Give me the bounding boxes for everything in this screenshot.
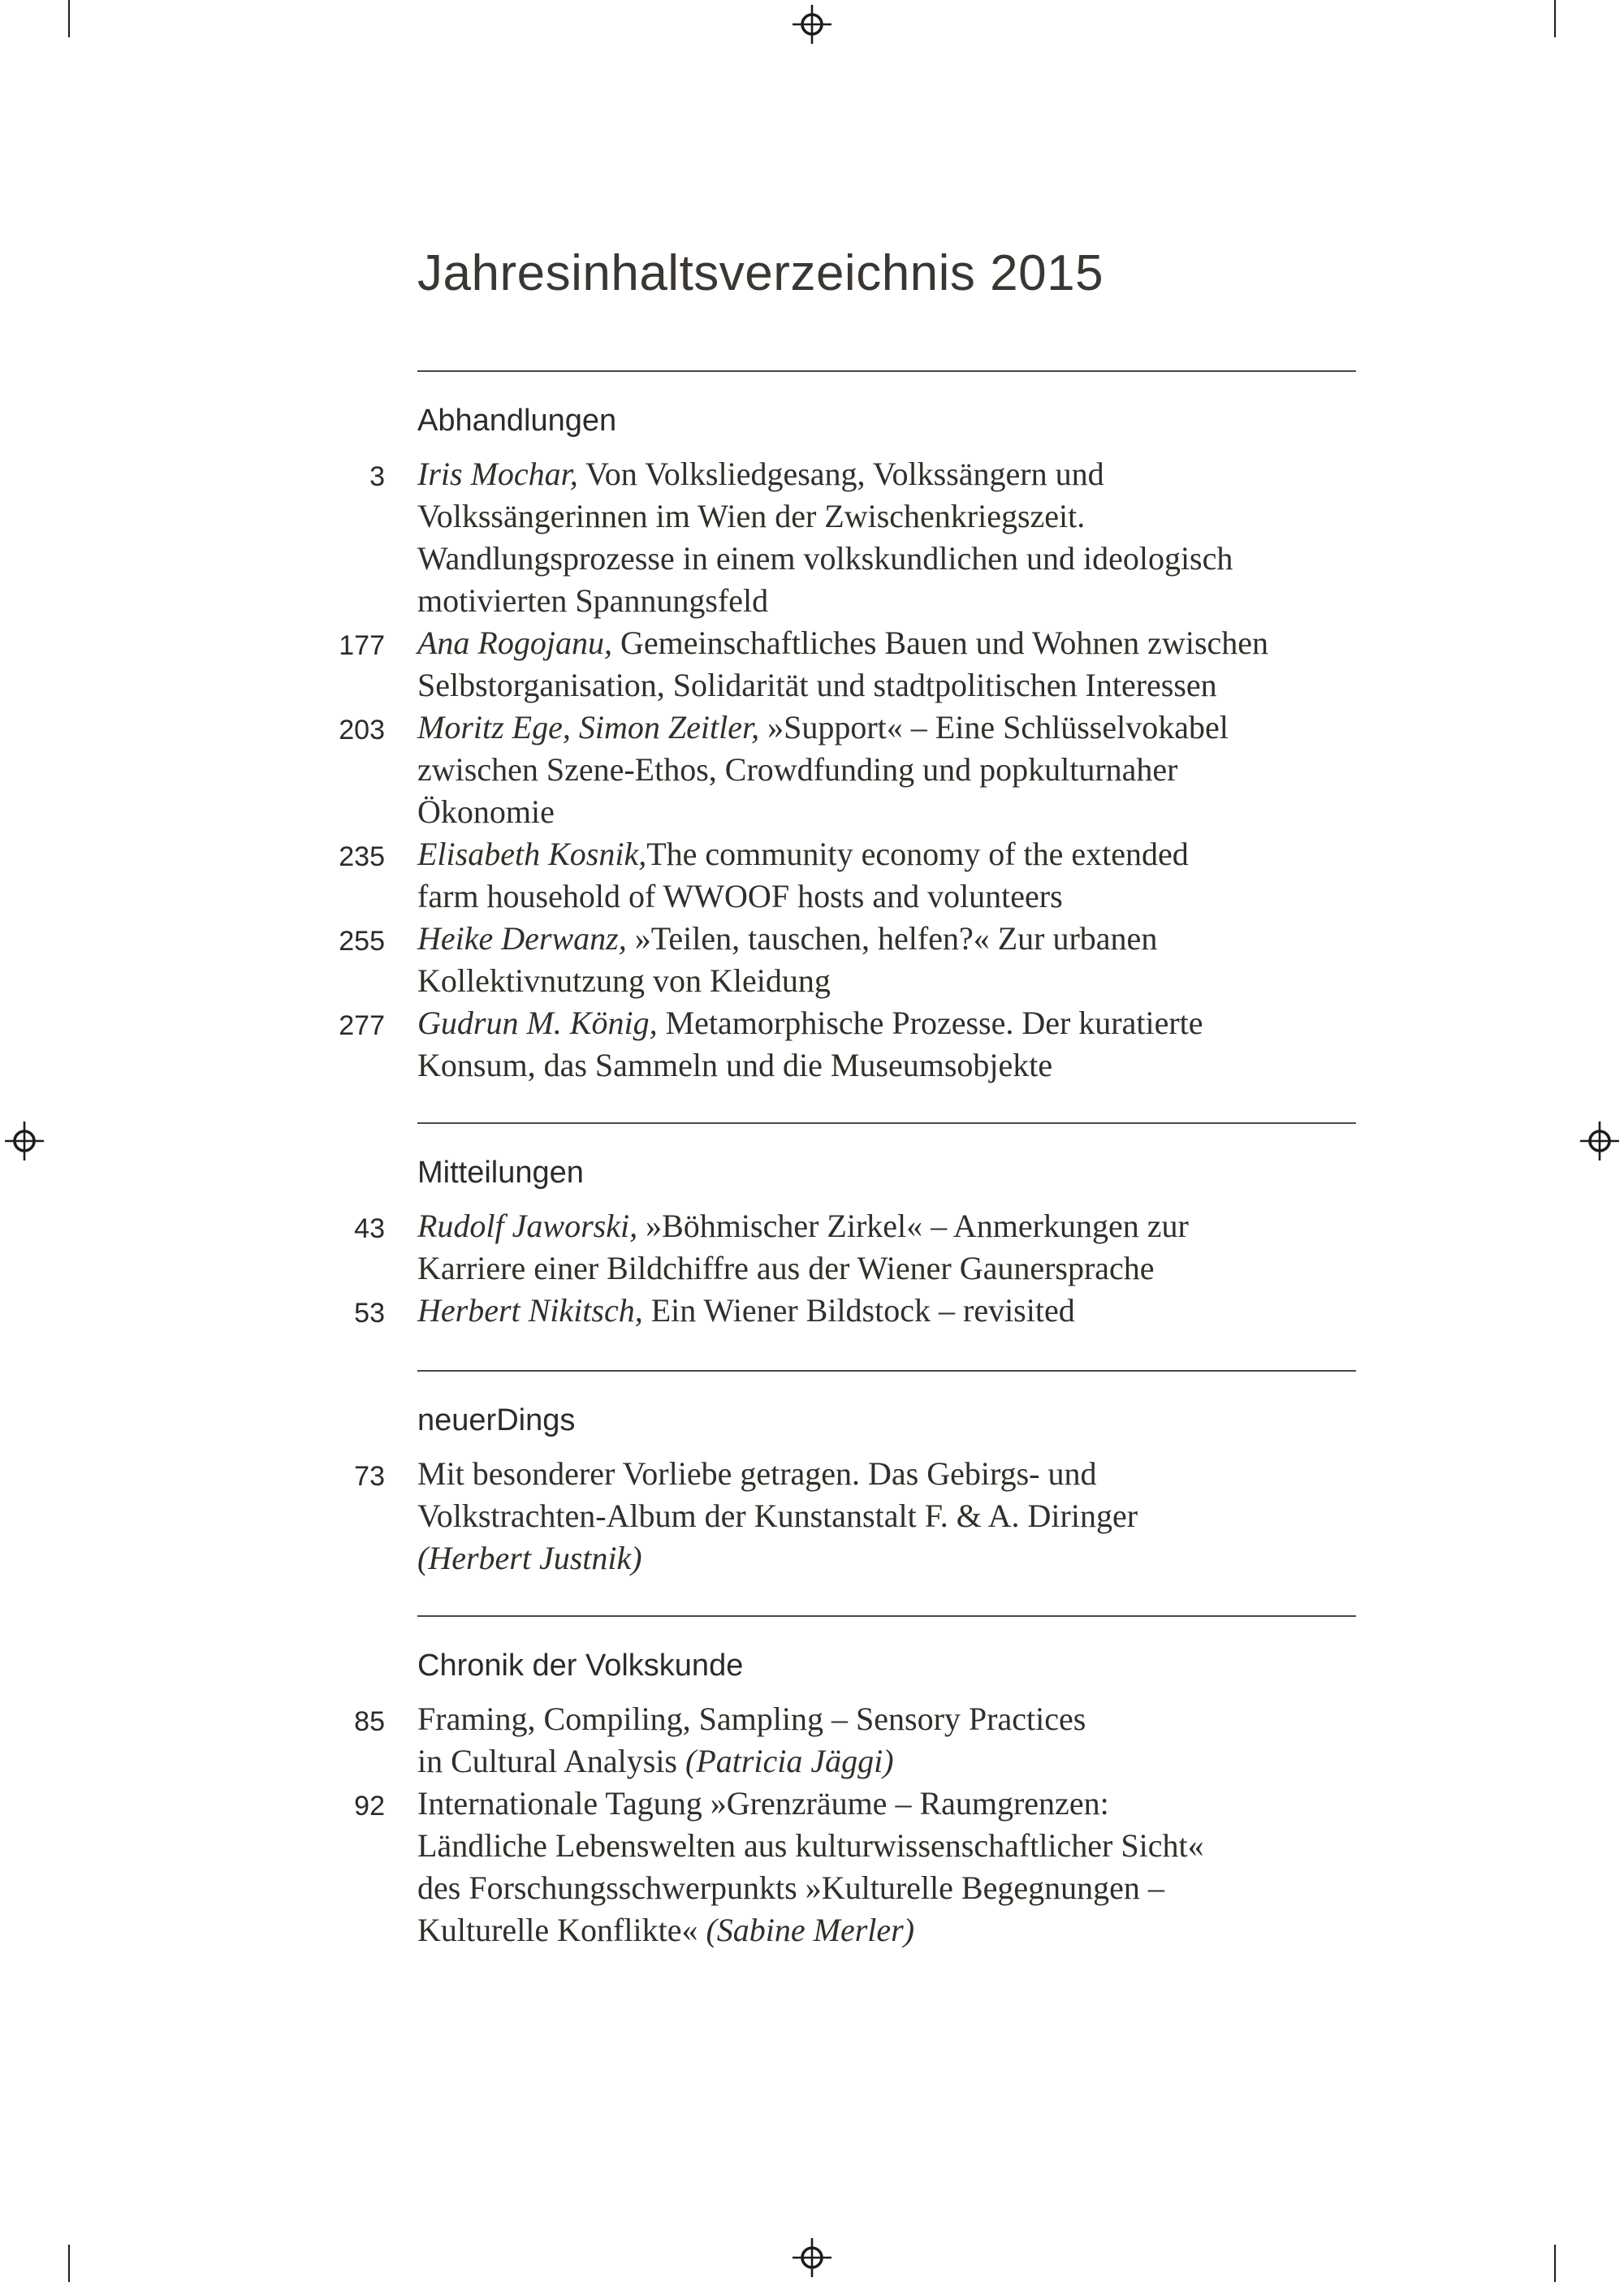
toc-sections (304, 370, 1356, 1951)
toc-section (304, 370, 1356, 1087)
toc-entry (304, 1698, 1356, 1783)
entry-text (417, 453, 1356, 622)
entry-title-text: »Teilen, tauschen, helfen?« Zur urbanen (626, 920, 1158, 957)
entry-title-text: zwischen Szene-Ethos, Crowdfunding und popkulturnaher (417, 751, 1178, 788)
entry-title-text: Framing, Compiling, Sampling – Sensory Practices (417, 1701, 1086, 1737)
entry-page-number: 277 (339, 1010, 385, 1041)
registration-mark-icon (1580, 1122, 1619, 1160)
toc-section (304, 1370, 1356, 1580)
toc-section (304, 1615, 1356, 1951)
author-name: Heike Derwanz, (417, 920, 627, 957)
entry-line (417, 1867, 1356, 1909)
entry-line (417, 1044, 1356, 1087)
entry-title-text: des Forschungsschwerpunkts »Kulturelle Begegnungen – (417, 1869, 1164, 1906)
toc-entry (304, 453, 1356, 622)
entry-title-text: Von Volksliedgesang, Volkssängern und (577, 456, 1104, 492)
entry-text (417, 833, 1356, 918)
registration-mark-icon (793, 5, 831, 44)
entry-line (417, 707, 1356, 749)
entry-line (417, 1698, 1356, 1740)
section-heading: Mitteilungen (417, 1156, 584, 1190)
registration-mark-icon (793, 2238, 831, 2277)
entry-line (417, 1783, 1356, 1825)
entry-line (417, 495, 1356, 538)
author-name: Elisabeth Kosnik, (417, 836, 647, 872)
toc-entry (304, 1002, 1356, 1087)
section-divider (417, 1122, 1356, 1124)
entry-line (417, 1247, 1356, 1290)
entry-text (417, 1290, 1356, 1334)
toc-entry (304, 833, 1356, 918)
entry-text (417, 1698, 1356, 1783)
toc-content (304, 245, 1356, 1987)
entry-title-text: in Cultural Analysis (417, 1743, 685, 1779)
toc-entry (304, 918, 1356, 1002)
entry-line (417, 960, 1356, 1002)
entry-page-number: 53 (354, 1298, 385, 1329)
author-name: Iris Mochar, (417, 456, 578, 492)
entry-page-number: 235 (339, 841, 385, 872)
registration-mark-icon (5, 1122, 44, 1160)
entry-line (417, 538, 1356, 580)
entry-line (417, 918, 1356, 960)
crop-mark-top-right (1554, 0, 1556, 37)
entry-line (417, 791, 1356, 833)
entry-text (417, 1205, 1356, 1290)
entry-line (417, 1825, 1356, 1867)
entry-line (417, 1909, 1356, 1951)
author-name: (Herbert Justnik) (417, 1540, 642, 1576)
author-name: Rudolf Jaworski, (417, 1208, 638, 1244)
entry-line (417, 875, 1356, 918)
entry-line (417, 749, 1356, 791)
entry-page-number: 203 (339, 715, 385, 746)
author-name: Gudrun M. König, (417, 1005, 658, 1041)
entry-title-text: »Böhmischer Zirkel« – Anmerkungen zur (637, 1208, 1189, 1244)
toc-entry (304, 707, 1356, 833)
entry-title-text: Ländliche Lebenswelten aus kulturwissenschaftlicher Sicht« (417, 1827, 1204, 1864)
entry-text (417, 622, 1356, 707)
entry-text (417, 1002, 1356, 1087)
entry-title-text: Volkstrachten-Album der Kunstanstalt F. & A. Diringer (417, 1498, 1138, 1534)
crop-mark-bottom-right (1554, 2245, 1556, 2282)
toc-entry (304, 1453, 1356, 1580)
entry-line (417, 580, 1356, 622)
section-heading: Abhandlungen (417, 404, 617, 438)
entry-title-text: Internationale Tagung »Grenzräume – Raumgrenzen: (417, 1785, 1109, 1822)
entry-page-number: 73 (354, 1461, 385, 1492)
entry-line (417, 1205, 1356, 1247)
entry-title-text: Karriere einer Bildchiffre aus der Wiener Gaunersprache (417, 1250, 1155, 1286)
entry-title-text: Selbstorganisation, Solidarität und stadtpolitischen Interessen (417, 667, 1217, 703)
entry-text (417, 707, 1356, 833)
entry-page-number: 85 (354, 1706, 385, 1737)
entry-line (417, 1453, 1356, 1495)
author-name: (Patricia Jäggi) (685, 1743, 894, 1779)
entry-line (417, 622, 1356, 664)
section-heading: neuerDings (417, 1403, 576, 1437)
entry-line (417, 453, 1356, 495)
entry-title-text: Ein Wiener Bildstock – revisited (642, 1292, 1075, 1329)
entry-page-number: 43 (354, 1213, 385, 1244)
entry-line (417, 664, 1356, 707)
toc-entry (304, 1205, 1356, 1290)
entry-page-number: 177 (339, 630, 385, 661)
entry-page-number: 3 (369, 461, 385, 492)
entry-text (417, 1453, 1356, 1580)
entry-title-text: The community economy of the extended (646, 836, 1189, 872)
entry-title-text: Kulturelle Konflikte« (417, 1912, 706, 1948)
section-divider (417, 1615, 1356, 1617)
toc-entry (304, 1783, 1356, 1951)
entry-text (417, 918, 1356, 1002)
section-heading: Chronik der Volkskunde (417, 1649, 744, 1683)
entry-title-text: Ökonomie (417, 793, 555, 830)
toc-section (304, 1122, 1356, 1334)
crop-mark-top-left (68, 0, 70, 37)
entry-line (417, 1290, 1356, 1332)
section-divider (417, 370, 1356, 372)
entry-title-text: »Support« – Eine Schlüsselvokabel (759, 709, 1229, 746)
entry-line (417, 1002, 1356, 1044)
entry-title-text: Kollektivnutzung von Kleidung (417, 962, 831, 999)
entry-title-text: farm household of WWOOF hosts and volunteers (417, 878, 1063, 914)
entry-title-text: Mit besonderer Vorliebe getragen. Das Gebirgs- und (417, 1455, 1097, 1492)
entry-line (417, 1740, 1356, 1783)
entry-page-number: 255 (339, 926, 385, 957)
page-title: Jahresinhaltsverzeichnis 2015 (417, 245, 1104, 301)
author-name: (Sabine Merler) (706, 1912, 915, 1948)
toc-entry (304, 622, 1356, 707)
entry-page-number: 92 (354, 1791, 385, 1822)
entry-title-text: Metamorphische Prozesse. Der kuratierte (657, 1005, 1203, 1041)
crop-mark-bottom-left (68, 2245, 70, 2282)
entry-line (417, 1537, 1356, 1580)
author-name: Ana Rogojanu, (417, 625, 612, 661)
entry-title-text: Gemeinschaftliches Bauen und Wohnen zwischen (611, 625, 1269, 661)
author-name: Herbert Nikitsch, (417, 1292, 643, 1329)
entry-title-text: Volkssängerinnen im Wien der Zwischenkriegszeit. (417, 498, 1086, 534)
entry-title-text: Wandlungsprozesse in einem volkskundlichen und ideologisch (417, 540, 1233, 577)
section-divider (417, 1370, 1356, 1372)
entry-line (417, 833, 1356, 875)
entry-line (417, 1495, 1356, 1537)
entry-title-text: Konsum, das Sammeln und die Museumsobjekte (417, 1047, 1053, 1083)
toc-entry (304, 1290, 1356, 1334)
entry-text (417, 1783, 1356, 1951)
author-name: Moritz Ege, Simon Zeitler, (417, 709, 760, 746)
entry-title-text: motivierten Spannungsfeld (417, 582, 769, 619)
